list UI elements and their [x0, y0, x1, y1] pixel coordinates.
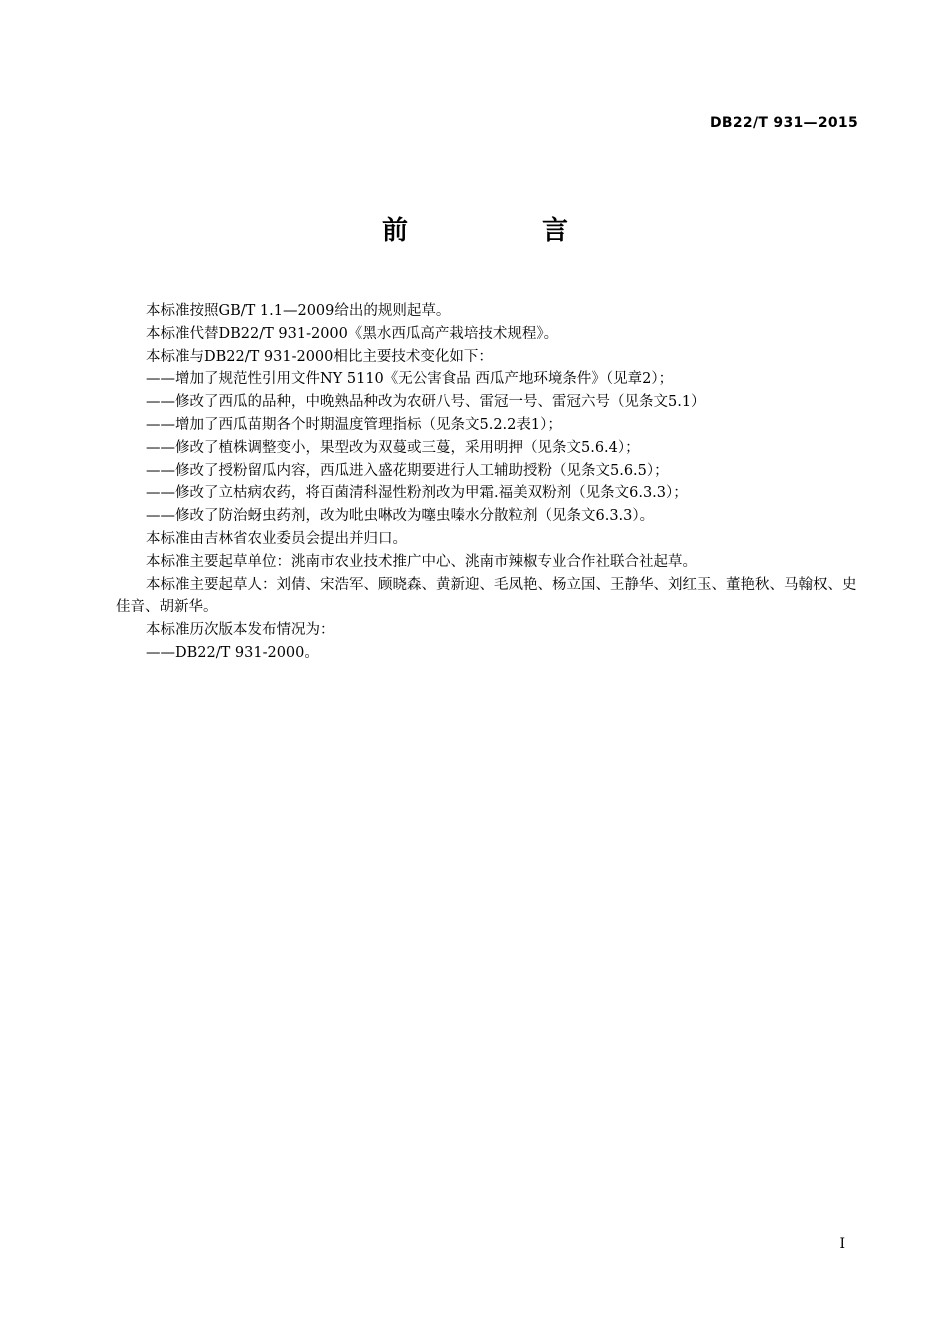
paragraph: 本标准历次版本发布情况为：	[146, 622, 335, 639]
paragraph: 本标准按照GB/T 1.1—2009给出的规则起草。	[146, 303, 451, 319]
change-item: ——修改了防治蚜虫药剂，改为吡虫啉改为噻虫嗪水分散粒剂（见条文6.3.3）。	[146, 508, 655, 525]
change-item: ——修改了授粉留瓜内容，西瓜进入盛花期要进行人工辅助授粉（见条文5.6.5）；	[146, 462, 669, 479]
change-item: ——增加了规范性引用文件NY 5110《无公害食品 西瓜产地环境条件》（见章2）；	[146, 371, 674, 388]
change-item: ——修改了植株调整变小，果型改为双蔓或三蔓，采用明押（见条文5.6.4）；	[146, 439, 640, 456]
standard-code: DB22/T 931—2015	[710, 115, 858, 131]
page-number: I	[839, 1236, 845, 1252]
paragraph: 本标准主要起草单位：洮南市农业技术推广中心、洮南市辣椒专业合作社联合社起草。	[146, 553, 697, 570]
change-item: ——修改了西瓜的品种，中晚熟品种改为农研八号、雷冠一号、雷冠六号（见条文5.1）	[146, 394, 706, 411]
version-item: ——DB22/T 931-2000。	[146, 644, 319, 661]
paragraph: 本标准代替DB22/T 931-2000《黑水西瓜高产栽培技术规程》。	[146, 325, 559, 342]
change-item: ——增加了西瓜苗期各个时期温度管理指标（见条文5.2.2表1）；	[146, 416, 562, 433]
paragraph: 本标准由吉林省农业委员会提出并归口。	[146, 530, 407, 547]
foreword-body	[116, 300, 862, 665]
change-item: ——修改了立枯病农药，将百菌清科湿性粉剂改为甲霜.福美双粉剂（见条文6.3.3）；	[146, 485, 688, 502]
page-title: 前 言	[381, 216, 622, 246]
paragraph: 本标准主要起草人：刘倩、宋浩军、顾晓森、黄新迎、毛凤艳、杨立国、王静华、刘红玉、董艳秋、马翰权、史佳音、胡新华。	[116, 576, 857, 616]
paragraph: 本标准与DB22/T 931-2000相比主要技术变化如下：	[146, 348, 493, 365]
